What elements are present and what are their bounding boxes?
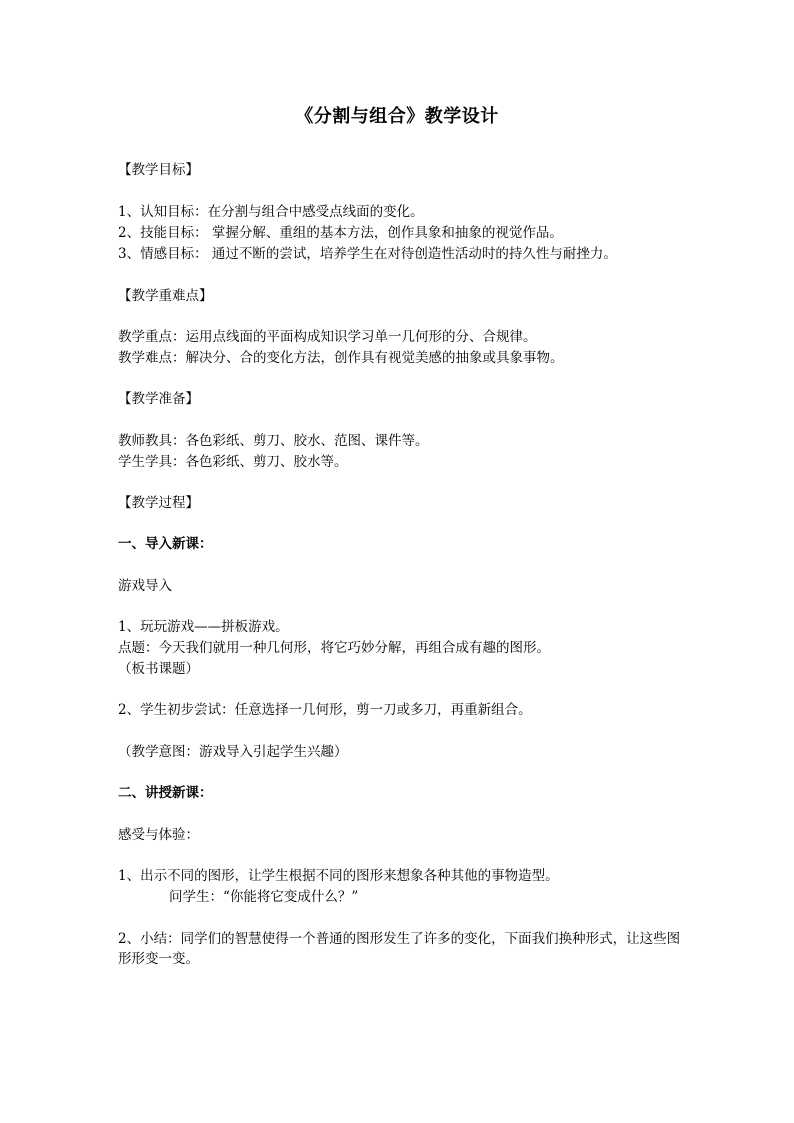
prep-item-student: 学生学具：各色彩纸、剪刀、胶水等。 [118,454,348,470]
feel-heading: 感受与体验： [118,827,199,843]
objective-item-1: 1、认知目标：在分割与组合中感受点线面的变化。 [118,204,424,220]
keypoints-heading: 【教学重难点】 [118,288,213,304]
objectives-heading: 【教学目标】 [118,162,199,178]
keypoint-item-1: 教学重点：运用点线面的平面构成知识学习单一几何形的分、合规律。 [118,329,537,345]
objective-item-2: 2、技能目标： 掌握分解、重组的基本方法，创作具象和抽象的视觉作品。 [118,225,563,241]
step2-text: 2、学生初步尝试：任意选择一几何形，剪一刀或多刀，再重新组合。 [118,702,532,718]
step4-text: 2、小结：同学们的智慧使得一个普通的图形发生了许多的变化，下面我们换种形式，让这些图形形变一变。 [118,931,681,967]
step1-point: 点题：今天我们就用一种几何形，将它巧妙分解，再组合成有趣的图形。 [118,640,550,656]
keypoint-item-2: 教学难点：解决分、合的变化方法，创作具有视觉美感的抽象或具象事物。 [118,350,564,366]
step3-question: 问学生：“你能将它变成什么？” [169,889,359,905]
objective-item-3: 3、情感目标： 通过不断的尝试，培养学生在对待创造性活动时的持久性与耐挫力。 [118,246,617,262]
game-intro: 游戏导入 [118,578,172,594]
section2-heading: 二、讲授新课： [118,785,213,801]
process-heading: 【教学过程】 [118,495,199,511]
step1-note: （板书课题） [118,661,199,677]
document-title: 《分割与组合》教学设计 [295,106,499,127]
teaching-intent: （教学意图：游戏导入引起学生兴趣） [118,744,348,760]
prep-item-teacher: 教师教具：各色彩纸、剪刀、胶水、范图、课件等。 [118,433,429,449]
step1-text: 1、玩玩游戏——拼板游戏。 [118,619,289,635]
step3-text: 1、出示不同的图形，让学生根据不同的图形来想象各种其他的事物造型。 [118,868,559,884]
prep-heading: 【教学准备】 [118,391,199,407]
section1-heading: 一、导入新课： [118,536,213,552]
